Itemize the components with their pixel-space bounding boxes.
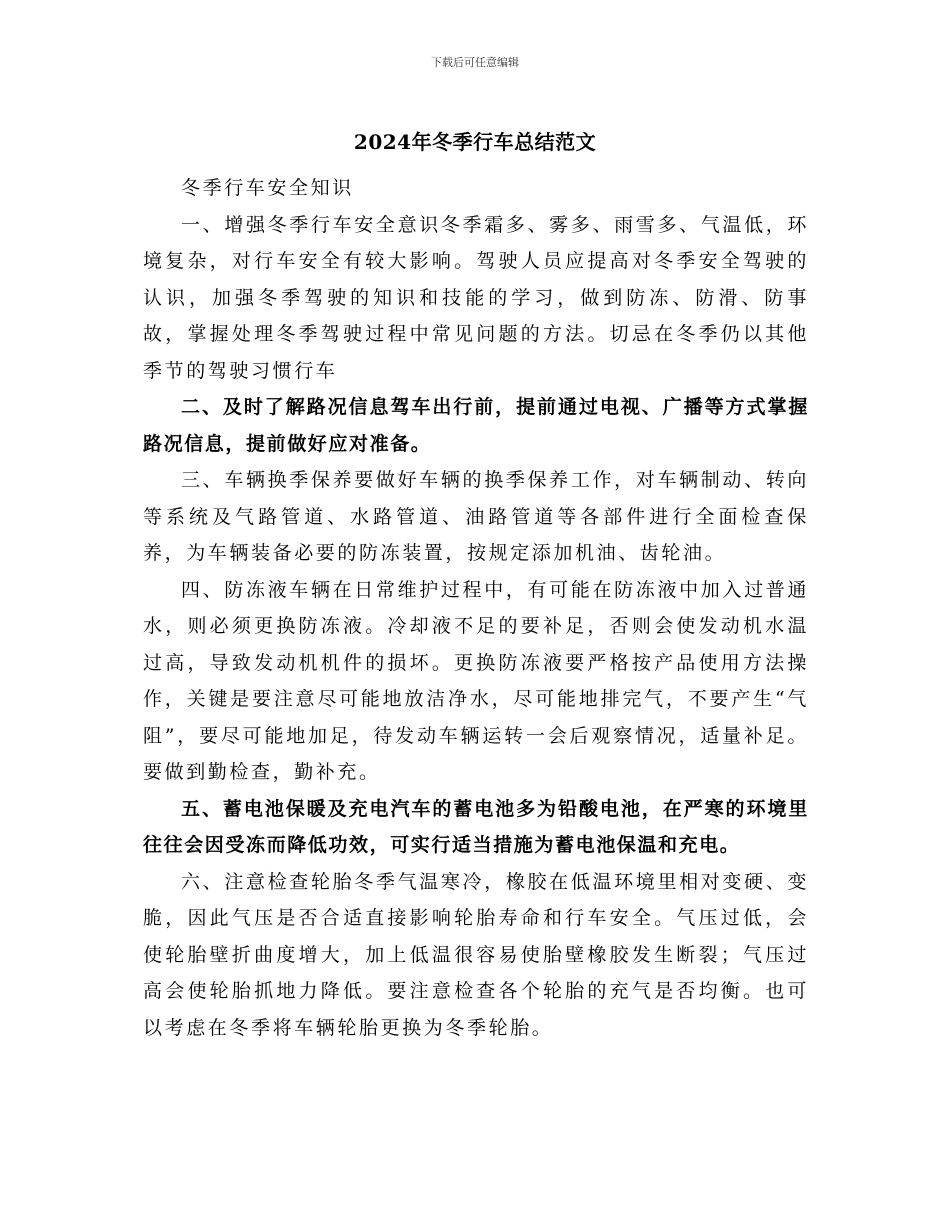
paragraph-section-3: 三、车辆换季保养要做好车辆的换季保养工作，对车辆制动、转向等系统及气路管道、水路管道、油路管道等各部件进行全面检查保养，为车辆装备必要的防冻装置，按规定添加机油、齿轮油。 — [143, 469, 809, 564]
document-body — [143, 170, 809, 1046]
paragraph-section-5: 五、蓄电池保暖及充电汽车的蓄电池多为铅酸电池，在严寒的环境里往往会因受冻而降低功效，可实行适当措施为蓄电池保温和充电。 — [143, 797, 809, 856]
paragraph-section-1: 一、增强冬季行车安全意识冬季霜多、雾多、雨雪多、气温低，环境复杂，对行车安全有较大影响。驾驶人员应提高对冬季安全驾驶的认识，加强冬季驾驶的知识和技能的学习，做到防冻、防滑、防事故，掌握处理冬季驾驶过程中常见问题的方法。切忌在冬季仍以其他季节的驾驶习惯行车 — [143, 213, 809, 382]
header-note: 下载后可任意编辑 — [431, 56, 519, 69]
paragraph-section-4: 四、防冻液车辆在日常维护过程中，有可能在防冻液中加入过普通水，则必须更换防冻液。冷却液不足的要补足，否则会使发动机水温过高，导致发动机机件的损坏。更换防冻液要严格按产品使用方法操作，关键是要注意尽可能地放洁净水，尽可能地排完气，不要产生“气阻”，要尽可能地加足，待发动车辆运转一会后观察情况，适量补足。要做到勤检查，勤补充。 — [143, 578, 809, 783]
paragraph-section-2: 二、及时了解路况信息驾车出行前，提前通过电视、广播等方式掌握路况信息，提前做好应对准备。 — [143, 396, 809, 455]
document-title: 2024年冬季行车总结范文 — [353, 130, 597, 154]
paragraph-section-6: 六、注意检查轮胎冬季气温寒冷，橡胶在低温环境里相对变硬、变脆，因此气压是否合适直接影响轮胎寿命和行车安全。气压过低，会使轮胎壁折曲度增大，加上低温很容易使胎壁橡胶发生断裂；气压过高会使轮胎抓地力降低。要注意检查各个轮胎的充气是否均衡。也可以考虑在冬季将车辆轮胎更换为冬季轮胎。 — [143, 870, 809, 1039]
paragraph-subtitle: 冬季行车安全知识 — [181, 177, 354, 199]
